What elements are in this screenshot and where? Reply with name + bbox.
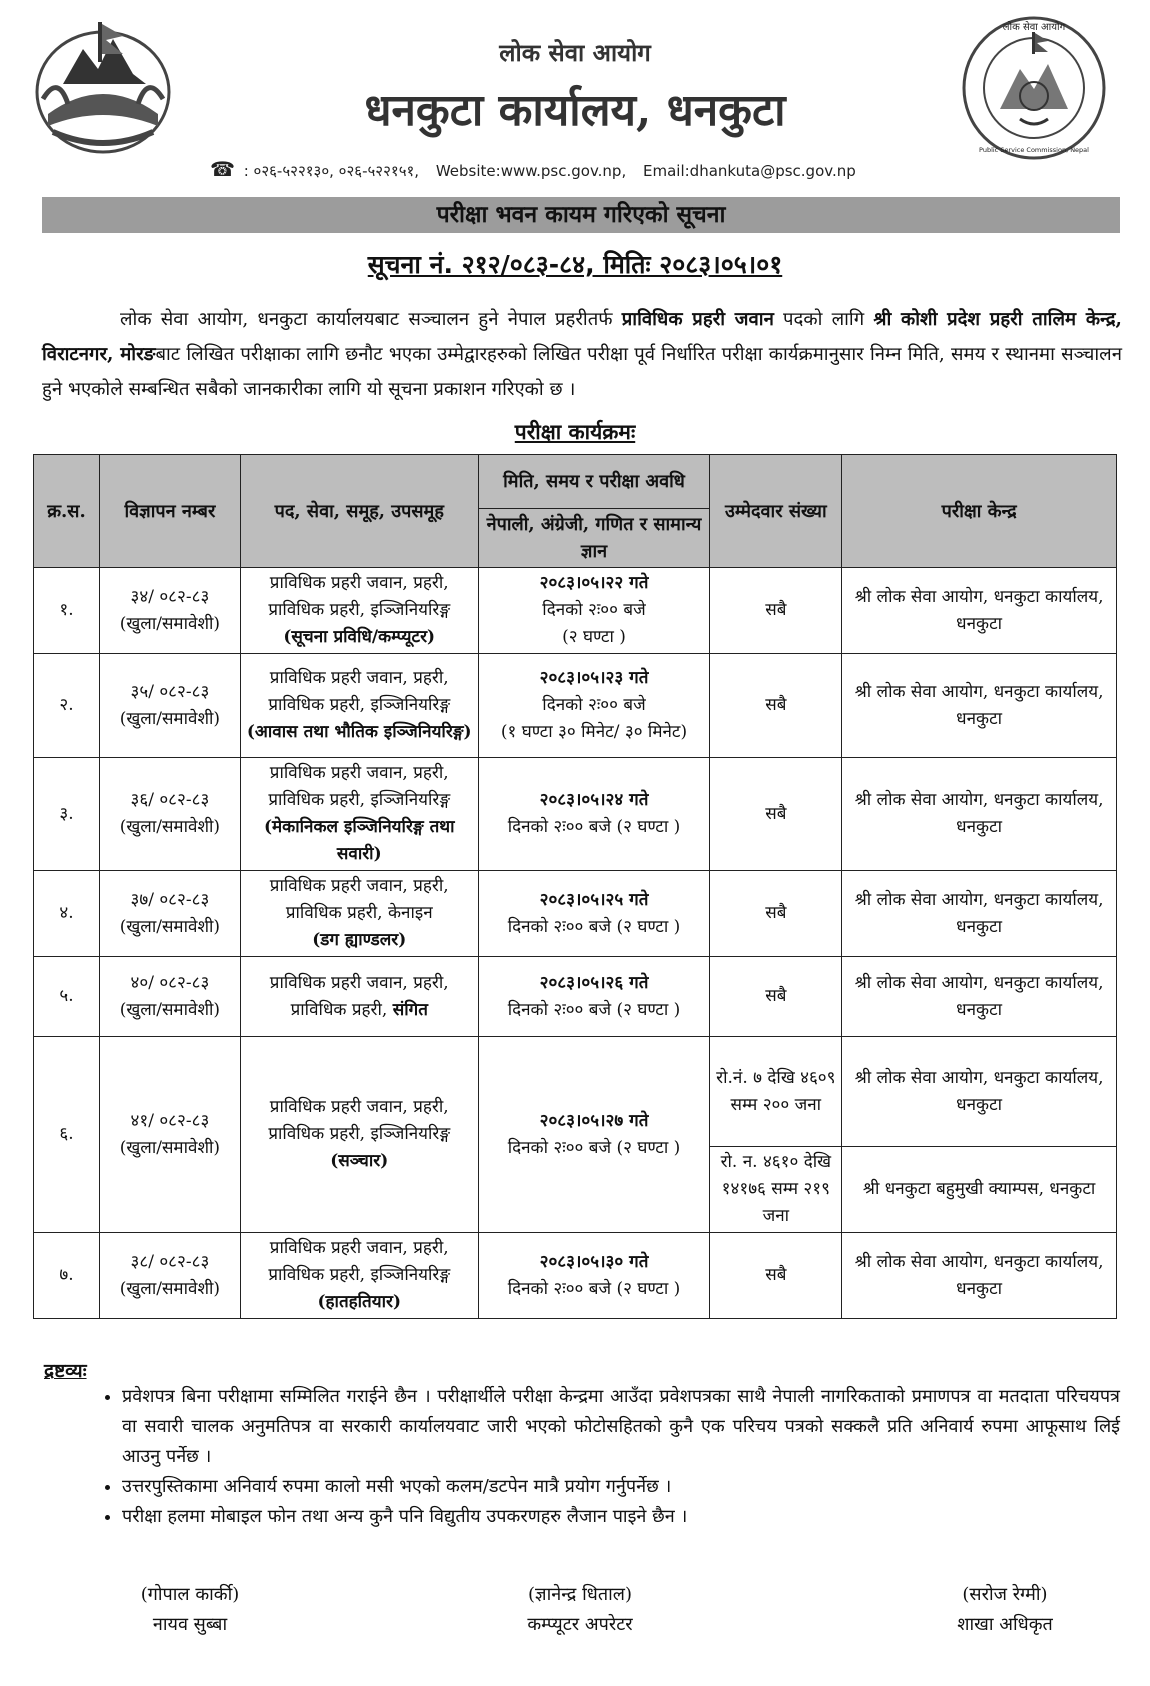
post-text: प्राविधिक प्रहरी जवान, प्रहरी, प्राविधिक प्रहरी, इञ्जिनियरिङ्ग xyxy=(268,573,451,620)
post-subgroup: (सूचना प्रविधि/कम्प्यूटर) xyxy=(283,627,436,647)
adv-type: (खुला/समावेशी) xyxy=(119,817,221,837)
exam-date: २०८३।०५।३० गते xyxy=(539,1251,649,1272)
exam-date: २०८३।०५।२६ गते xyxy=(539,972,649,993)
signatory-name: (ज्ञानेन्द्र धिताल) xyxy=(528,1584,632,1605)
row-datetime xyxy=(478,568,710,654)
row-adv xyxy=(99,957,240,1037)
exam-duration: (२ घण्टा ) xyxy=(562,627,626,647)
row-sn: ५. xyxy=(34,957,100,1037)
seal-text: लोक सेवा आयोग xyxy=(1002,22,1066,33)
row-datetime xyxy=(478,758,710,871)
intro-text-2: पदको लागि xyxy=(773,309,874,330)
row-candidates: सबै xyxy=(710,758,842,871)
row-candidates: सबै xyxy=(710,1233,842,1319)
seal-text-en: Public Service Commission, Nepal xyxy=(979,146,1089,154)
intro-post: प्राविधिक प्रहरी जवान xyxy=(621,309,774,330)
row-candidates-group-a: रो.नं. ७ देखि ४६०९ सम्म २०० जना xyxy=(710,1037,842,1147)
table-row xyxy=(34,758,1117,871)
row-datetime xyxy=(478,654,710,758)
adv-type: (खुला/समावेशी) xyxy=(119,613,221,634)
phone-numbers: ०२६-५२२१३०, ०२६-५२२१५१, xyxy=(253,162,420,180)
row-datetime xyxy=(478,871,710,957)
exam-time: दिनको २ः०० बजे xyxy=(542,600,646,620)
header-center: परीक्षा केन्द्र xyxy=(842,455,1117,568)
exam-schedule-table xyxy=(33,454,1117,1319)
letterhead xyxy=(0,0,1150,190)
intro-text-1: लोक सेवा आयोग, धनकुटा कार्यालयबाट सञ्चालन हुने नेपाल प्रहरीतर्फ xyxy=(120,309,622,330)
post-subgroup: संगित xyxy=(392,999,428,1020)
adv-number: ३७/ ०८२-८३ xyxy=(130,889,210,910)
exam-time: दिनको २ः०० बजे (२ घण्टा ) xyxy=(507,817,681,837)
signature-block-1 xyxy=(60,1580,320,1640)
post-text: प्राविधिक प्रहरी जवान, प्रहरी, प्राविधिक प्रहरी, इञ्जिनियरिङ्ग xyxy=(268,1097,451,1144)
website[interactable]: Website:www.psc.gov.np, xyxy=(435,162,627,180)
row-datetime xyxy=(478,1037,710,1233)
header-adv: विज्ञापन नम्बर xyxy=(99,455,240,568)
exam-date: २०८३।०५।२३ गते xyxy=(539,668,649,688)
org-name: लोक सेवा आयोग xyxy=(499,38,651,67)
row-sn: ३. xyxy=(34,758,100,871)
signature-block-2 xyxy=(450,1580,710,1640)
adv-number: ३४/ ०८२-८३ xyxy=(130,586,210,607)
exam-time: दिनको २ः०० बजे (२ घण्टा ) xyxy=(507,1137,681,1158)
adv-type: (खुला/समावेशी) xyxy=(119,1278,221,1299)
table-row xyxy=(34,654,1117,758)
list-item: • उत्तरपुस्तिकामा अनिवार्य रुपमा कालो मसी भएको कलम/डटपेन मात्रै प्रयोग गर्नुपर्नेछ । xyxy=(122,1472,1120,1502)
contact-line: ☎ : ०२६-५२२१३०, ०२६-५२२१५१, Website:www.psc.gov.np, Email:dhankuta@psc.gov.np xyxy=(210,157,856,181)
adv-type: (खुला/समावेशी) xyxy=(119,708,221,729)
exam-time: दिनको २ः०० बजे (२ घण्टा ) xyxy=(507,916,681,937)
row-sn: ७. xyxy=(34,1233,100,1319)
signatory-title: कम्प्यूटर अपरेटर xyxy=(527,1614,633,1635)
table-row xyxy=(34,871,1117,957)
notice-title: परीक्षा भवन कायम गरिएको सूचना xyxy=(42,197,1120,233)
row-datetime xyxy=(478,1233,710,1319)
row-candidates: सबै xyxy=(710,568,842,654)
post-subgroup: (हातहतियार) xyxy=(317,1292,402,1312)
list-item: • परीक्षा हलमा मोबाइल फोन तथा अन्य कुनै पनि विद्युतीय उपकरणहरु लैजान पाइने छैन । xyxy=(122,1502,1120,1532)
adv-type: (खुला/समावेशी) xyxy=(119,916,221,937)
exam-date: २०८३।०५।२७ गते xyxy=(539,1110,649,1131)
row-center: श्री लोक सेवा आयोग, धनकुटा कार्यालय, धनकुटा xyxy=(842,654,1117,758)
intro-text-3: बाट लिखित परीक्षाका लागि छनौट भएका उम्मेद्वारहरुको लिखित परीक्षा पूर्व निर्धारित परीक्षा कार्यक्रमानुसार निम्न मिति, समय र स्थानमा सञ्चालन हुने भएकोले सम्बन्धित सबैको जानकारीका लागि यो सूचना प्रकाशन गरिएको छ । xyxy=(42,344,1122,400)
table-row xyxy=(34,568,1117,654)
exam-time: दिनको २ः०० बजे (२ घण्टा ) xyxy=(507,999,681,1020)
header-sn: क्र.स. xyxy=(34,455,100,568)
row-adv xyxy=(99,654,240,758)
table-row xyxy=(34,957,1117,1037)
email[interactable]: Email:dhankuta@psc.gov.np xyxy=(643,162,856,180)
signatory-name: (सरोज रेग्मी) xyxy=(962,1584,1048,1605)
adv-type: (खुला/समावेशी) xyxy=(119,999,221,1020)
adv-number: ४१/ ०८२-८३ xyxy=(130,1110,210,1131)
table-row xyxy=(34,1037,1117,1147)
row-post xyxy=(240,871,478,957)
header-candidates: उम्मेदवार संख्या xyxy=(710,455,842,568)
header-subject: नेपाली, अंग्रेजी, गणित र सामान्य ज्ञान xyxy=(478,509,710,568)
row-post xyxy=(240,957,478,1037)
row-center: श्री लोक सेवा आयोग, धनकुटा कार्यालय, धनकुटा xyxy=(842,1233,1117,1319)
signatory-name: (गोपाल कार्की) xyxy=(140,1584,240,1605)
notes-list xyxy=(44,1382,1120,1532)
row-candidates: सबै xyxy=(710,957,842,1037)
post-text: प्राविधिक प्रहरी जवान, प्रहरी, प्राविधिक प्रहरी, xyxy=(269,972,449,1020)
row-post xyxy=(240,654,478,758)
row-adv xyxy=(99,871,240,957)
office-name: धनकुटा कार्यालय, धनकुटा xyxy=(364,85,786,136)
header-post: पद, सेवा, समूह, उपसमूह xyxy=(240,455,478,568)
post-subgroup: (मेकानिकल इञ्जिनियरिङ्ग तथा सवारी) xyxy=(263,817,455,864)
exam-time: दिनको २ः०० बजे xyxy=(542,695,646,715)
post-subgroup: (सञ्चार) xyxy=(330,1151,389,1171)
row-candidates-group-b: रो. न. ४६१० देखि १४१७६ सम्म २१९ जना xyxy=(710,1147,842,1233)
exam-time: दिनको २ः०० बजे (२ घण्टा ) xyxy=(507,1278,681,1299)
row-sn: ४. xyxy=(34,871,100,957)
notes-heading: द्रष्टव्यः xyxy=(44,1360,87,1382)
post-text: प्राविधिक प्रहरी जवान, प्रहरी, प्राविधिक प्रहरी, केनाइन xyxy=(269,876,449,923)
row-sn: ६. xyxy=(34,1037,100,1233)
row-adv xyxy=(99,1037,240,1233)
exam-date: २०८३।०५।२२ गते xyxy=(539,573,649,593)
notice-number: सूचना नं. २१२/०८३-८४, मितिः २०८३।०५।०१ xyxy=(367,250,783,279)
adv-number: ४०/ ०८२-८३ xyxy=(130,972,210,993)
adv-number: ३६/ ०८२-८३ xyxy=(130,790,210,810)
row-post xyxy=(240,1037,478,1233)
phone-icon: ☎ xyxy=(210,157,235,181)
row-center: श्री लोक सेवा आयोग, धनकुटा कार्यालय, धनकुटा xyxy=(842,568,1117,654)
row-center: श्री लोक सेवा आयोग, धनकुटा कार्यालय, धनकुटा xyxy=(842,871,1117,957)
post-subgroup: (आवास तथा भौतिक इञ्जिनियरिङ्ग) xyxy=(246,722,472,742)
header-datetime: मिति, समय र परीक्षा अवधि xyxy=(478,455,710,509)
signature-block-3 xyxy=(875,1580,1135,1640)
adv-number: ३५/ ०८२-८३ xyxy=(130,681,210,702)
post-text: प्राविधिक प्रहरी जवान, प्रहरी, प्राविधिक प्रहरी, इञ्जिनियरिङ्ग xyxy=(268,763,451,810)
post-subgroup: (डग ह्याण्डलर) xyxy=(312,930,407,950)
exam-duration: (१ घण्टा ३० मिनेट/ ३० मिनेट) xyxy=(500,722,688,742)
post-text: प्राविधिक प्रहरी जवान, प्रहरी, प्राविधिक प्रहरी, इञ्जिनियरिङ्ग xyxy=(268,668,451,715)
exam-date: २०८३।०५।२४ गते xyxy=(539,790,649,810)
row-candidates: सबै xyxy=(710,654,842,758)
post-text: प्राविधिक प्रहरी जवान, प्रहरी, प्राविधिक प्रहरी, इञ्जिनियरिङ्ग xyxy=(268,1238,451,1285)
table-row xyxy=(34,1233,1117,1319)
row-sn: २. xyxy=(34,654,100,758)
row-datetime xyxy=(478,957,710,1037)
row-center-group-a: श्री लोक सेवा आयोग, धनकुटा कार्यालय, धनकुटा xyxy=(842,1037,1117,1147)
row-adv xyxy=(99,1233,240,1319)
adv-type: (खुला/समावेशी) xyxy=(119,1137,221,1158)
row-post xyxy=(240,758,478,871)
exam-date: २०८३।०५।२५ गते xyxy=(539,889,649,910)
list-item: • प्रवेशपत्र बिना परीक्षामा सम्मिलित गराईने छैन । परीक्षार्थीले परीक्षा केन्द्रमा आउँदा प्रवेशपत्रका साथै नेपाली नागरिकताको प्रमाणपत्र वा मतदाता परिचयपत्र वा सवारी चालक अनुमतिपत्र वा सरकारी कार्यालयवाट जारी भएको फोटोसहितको कुनै एक परिचय पत्रको सक्कलै प्रति अनिवार्य रुपमा आफूसाथ लिई आउनु पर्नेछ । xyxy=(122,1382,1120,1472)
row-center: श्री लोक सेवा आयोग, धनकुटा कार्यालय, धनकुटा xyxy=(842,758,1117,871)
psc-seal-icon xyxy=(960,14,1108,162)
row-adv xyxy=(99,568,240,654)
adv-number: ३८/ ०८२-८३ xyxy=(130,1251,210,1272)
row-post xyxy=(240,568,478,654)
row-post xyxy=(240,1233,478,1319)
program-heading: परीक्षा कार्यक्रमः xyxy=(514,420,636,444)
row-candidates: सबै xyxy=(710,871,842,957)
signatory-title: शाखा अधिकृत xyxy=(957,1614,1053,1635)
intro-paragraph xyxy=(42,302,1122,407)
intro-center: श्री कोशी प्रदेश प्रहरी तालिम केन्द्र, विराटनगर, मोरङ xyxy=(42,309,1123,365)
row-sn: १. xyxy=(34,568,100,654)
signatory-title: नायव सुब्बा xyxy=(152,1614,228,1635)
row-center-group-b: श्री धनकुटा बहुमुखी क्याम्पस, धनकुटा xyxy=(842,1147,1117,1233)
row-center: श्री लोक सेवा आयोग, धनकुटा कार्यालय, धनकुटा xyxy=(842,957,1117,1037)
row-adv xyxy=(99,758,240,871)
